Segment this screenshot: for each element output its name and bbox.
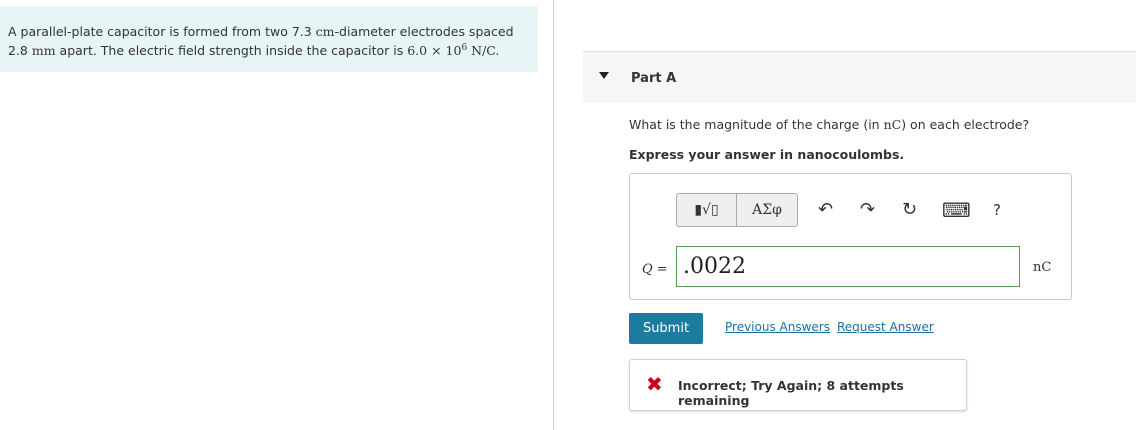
templates-button[interactable]: ▮√▯ bbox=[676, 193, 737, 227]
answer-box bbox=[629, 173, 1072, 300]
left-panel bbox=[0, 0, 554, 430]
unit-mm: mm bbox=[31, 43, 56, 59]
undo-icon[interactable]: ↶ bbox=[818, 199, 834, 220]
problem-text-3: 2.8 bbox=[8, 43, 32, 59]
submit-button[interactable]: Submit bbox=[629, 313, 703, 344]
previous-answers-link[interactable]: Previous Answers bbox=[725, 320, 830, 334]
answer-label: Q = bbox=[642, 262, 668, 277]
question-prefix: What is the magnitude of the charge (in bbox=[629, 117, 884, 132]
feedback-box bbox=[629, 359, 967, 411]
unit-cm: cm bbox=[315, 24, 335, 39]
math-toolbar bbox=[676, 193, 798, 227]
answer-instruction: Express your answer in nanocoulombs. bbox=[629, 147, 905, 162]
redo-icon[interactable]: ↷ bbox=[860, 199, 876, 220]
question-suffix: ) on each electrode? bbox=[901, 117, 1030, 132]
problem-text-2: -diameter electrodes spaced bbox=[334, 24, 514, 39]
part-a-header[interactable] bbox=[583, 51, 1136, 103]
field-unit: N/C. bbox=[467, 43, 500, 59]
problem-text-4: apart. The electric field strength inside the capacitor is bbox=[55, 43, 408, 59]
reset-icon[interactable]: ↻ bbox=[902, 199, 918, 220]
greek-symbols-button[interactable]: ΑΣφ bbox=[737, 193, 798, 227]
incorrect-x-icon: ✖ bbox=[646, 372, 663, 396]
answer-unit: nC bbox=[1033, 260, 1052, 275]
feedback-text: Incorrect; Try Again; 8 attempts remaining bbox=[678, 378, 904, 408]
request-answer-link[interactable]: Request Answer bbox=[837, 320, 934, 334]
question-unit: nC bbox=[883, 117, 902, 132]
help-button[interactable]: ? bbox=[993, 201, 1001, 219]
question-text bbox=[629, 117, 1029, 132]
field-value: 6.0 × 10 bbox=[407, 43, 462, 59]
part-title: Part A bbox=[631, 71, 677, 86]
field-exponent: 6 bbox=[461, 43, 468, 53]
problem-text-1: A parallel-plate capacitor is formed from two 7.3 bbox=[8, 24, 316, 39]
collapse-triangle-icon[interactable] bbox=[599, 72, 609, 79]
keyboard-icon[interactable]: ⌨ bbox=[942, 198, 971, 222]
answer-input[interactable] bbox=[676, 246, 1020, 287]
problem-statement bbox=[0, 6, 538, 72]
